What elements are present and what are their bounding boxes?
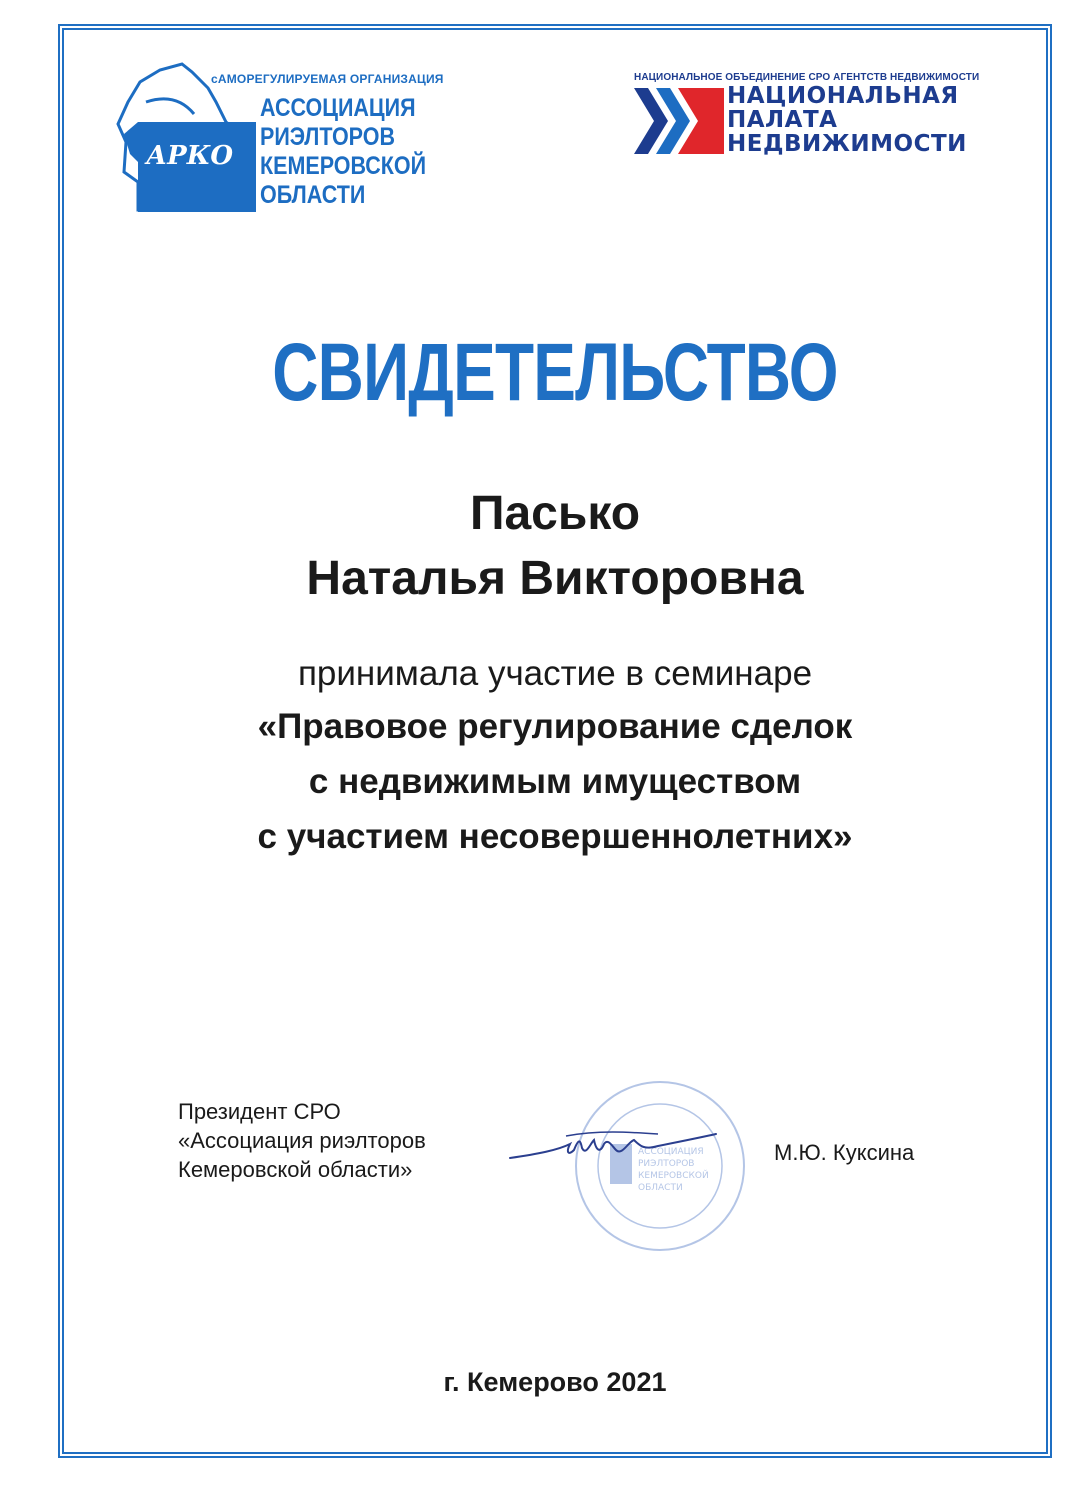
- svg-text:РИЭЛТОРОВ: РИЭЛТОРОВ: [638, 1159, 695, 1169]
- participation-text: принимала участие в семинаре: [297, 654, 813, 693]
- svg-text:ОБЛАСТИ: ОБЛАСТИ: [638, 1183, 683, 1193]
- npn-top-label: НАЦИОНАЛЬНОЕ ОБЪЕДИНЕНИЕ СРО АГЕНТСТВ НЕДВИЖИМОСТИ: [634, 72, 980, 83]
- seminar-title-line: «Правовое регулирование сделок: [257, 707, 853, 746]
- svg-text:КЕМЕРОВСКОЙ: КЕМЕРОВСКОЙ: [638, 1171, 709, 1181]
- arko-badge-text: АРКО: [146, 141, 234, 171]
- arko-sro-label: сАМОРЕГУЛИРУЕМАЯ ОРГАНИЗАЦИЯ: [211, 72, 444, 86]
- president-title: Президент СРО «Ассоциация риэлторов Кемеровской области»: [178, 1099, 426, 1182]
- city-year: г. Кемерово 2021: [443, 1367, 667, 1397]
- seminar-title-line: с недвижимым имуществом: [308, 762, 802, 801]
- signer-name: М.Ю. Куксина: [774, 1140, 915, 1165]
- arko-organization-name: АССОЦИАЦИЯ РИЭЛТОРОВ КЕМЕРОВСКОЙ ОБЛАСТИ: [260, 94, 427, 209]
- seminar-title-line: с участием несовершеннолетних»: [257, 817, 853, 856]
- recipient-surname: Пасько: [469, 487, 641, 540]
- npn-organization-name: НАЦИОНАЛЬНАЯ ПАЛАТА НЕДВИЖИМОСТИ: [727, 83, 967, 157]
- npn-chevrons-logo: [634, 84, 726, 158]
- certificate-title: СВИДЕТЕЛЬСТВО: [272, 327, 838, 418]
- recipient-name: Наталья Викторовна: [306, 552, 804, 605]
- svg-text:АССОЦИАЦИЯ: АССОЦИАЦИЯ: [638, 1147, 704, 1157]
- handwritten-signature: [508, 1120, 718, 1170]
